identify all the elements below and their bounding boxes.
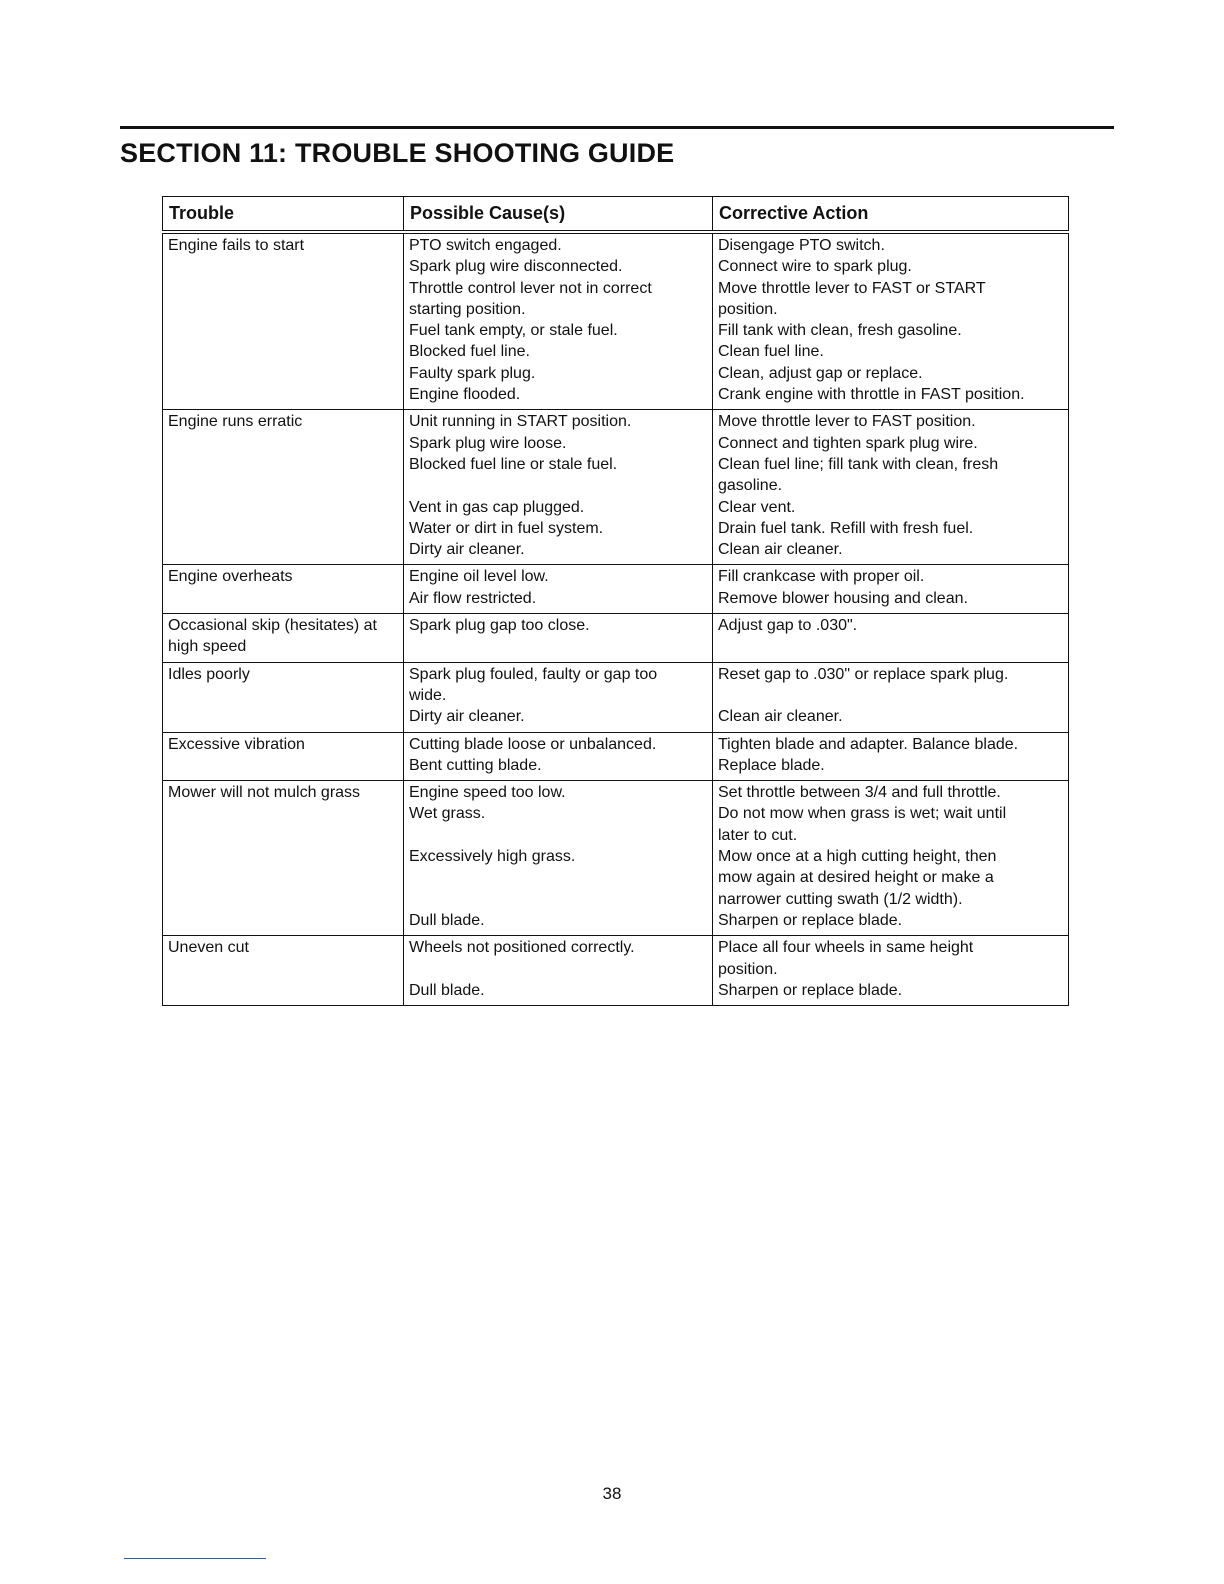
cell-line: Move throttle lever to FAST or START	[718, 279, 986, 297]
cell-line: later to cut.	[718, 826, 798, 844]
table-row	[163, 732, 1069, 781]
table-row	[163, 936, 1069, 1006]
cell-line: Clean air cleaner.	[718, 541, 843, 559]
actions-cell	[713, 936, 1069, 1006]
trouble-cell	[163, 565, 404, 614]
cell-line: Dull blade.	[409, 911, 485, 929]
cell-line: Crank engine with throttle in FAST position.	[718, 386, 1025, 404]
causes-cell	[404, 614, 713, 663]
causes-cell	[404, 781, 713, 936]
cell-line: position.	[718, 960, 778, 978]
cell-line	[409, 825, 712, 846]
cell-line: Excessive vibration	[168, 735, 305, 753]
table-row	[163, 781, 1069, 936]
trouble-cell	[163, 410, 404, 565]
cell-line: Fuel tank empty, or stale fuel.	[409, 322, 618, 340]
page-number: 38	[602, 1484, 622, 1503]
table-row	[163, 662, 1069, 732]
cell-line: Engine runs erratic	[168, 413, 303, 431]
table-row	[163, 565, 1069, 614]
cell-line: Engine overheats	[168, 568, 293, 586]
cell-line: Cutting blade loose or unbalanced.	[409, 735, 657, 753]
section-title: SECTION 11: TROUBLE SHOOTING GUIDE	[120, 138, 675, 168]
cell-line: Spark plug wire disconnected.	[409, 258, 623, 276]
cell-line: Engine fails to start	[168, 237, 305, 254]
cell-line: Replace blade.	[718, 756, 825, 774]
cell-line: Spark plug wire loose.	[409, 434, 567, 452]
cell-line: starting position.	[409, 300, 526, 318]
cell-line: Wheels not positioned correctly.	[409, 939, 635, 957]
cell-line: Mow once at a high cutting height, then	[718, 848, 997, 866]
cell-line: Dull blade.	[409, 981, 485, 999]
causes-cell	[404, 732, 713, 781]
cell-line: Drain fuel tank. Refill with fresh fuel.	[718, 519, 974, 537]
footer-rule	[124, 1558, 266, 1559]
cell-line: mow again at desired height or make a	[718, 869, 994, 887]
cell-line: Move throttle lever to FAST position.	[718, 413, 976, 431]
cell-line: Air flow restricted.	[409, 589, 537, 607]
cell-line: gasoline.	[718, 477, 783, 495]
cell-line: position.	[718, 300, 778, 318]
trouble-shooting-table	[162, 196, 1069, 1006]
cell-line: Blocked fuel line or stale fuel.	[409, 455, 618, 473]
causes-cell	[404, 662, 713, 732]
actions-cell	[713, 662, 1069, 732]
actions-cell	[713, 410, 1069, 565]
cell-line: Mower will not mulch grass	[168, 784, 361, 802]
table-body	[163, 232, 1069, 1006]
cell-line: Dirty air cleaner.	[409, 541, 525, 559]
cell-line: Occasional skip (hesitates) at	[168, 617, 377, 635]
actions-cell	[713, 732, 1069, 781]
cell-line: Spark plug fouled, faulty or gap too	[409, 665, 658, 683]
trouble-cell	[163, 232, 404, 410]
cell-line: Fill tank with clean, fresh gasoline.	[718, 322, 962, 340]
cell-line: narrower cutting swath (1/2 width).	[718, 890, 963, 908]
cell-line: PTO switch engaged.	[409, 237, 562, 254]
cell-line: Excessively high grass.	[409, 848, 576, 866]
actions-cell	[713, 614, 1069, 663]
cell-line: Faulty spark plug.	[409, 364, 536, 382]
cell-line: Set throttle between 3/4 and full throttle.	[718, 784, 1001, 802]
cell-line: Wet grass.	[409, 805, 486, 823]
trouble-cell	[163, 662, 404, 732]
cell-line: Clean fuel line.	[718, 343, 824, 361]
cell-line	[718, 685, 1068, 706]
actions-cell	[713, 232, 1069, 410]
cell-line: Uneven cut	[168, 939, 249, 957]
cell-line: Adjust gap to .030".	[718, 617, 858, 635]
cell-line: Disengage PTO switch.	[718, 237, 885, 254]
cell-line: Sharpen or replace blade.	[718, 911, 903, 929]
cell-line: Fill crankcase with proper oil.	[718, 568, 925, 586]
cell-line: Place all four wheels in same height	[718, 939, 974, 957]
cell-line: Water or dirt in fuel system.	[409, 519, 604, 537]
cell-line: wide.	[409, 686, 447, 704]
cell-line: high speed	[168, 638, 247, 656]
causes-cell	[404, 936, 713, 1006]
trouble-cell	[163, 936, 404, 1006]
trouble-cell	[163, 781, 404, 936]
cell-line: Idles poorly	[168, 665, 250, 683]
header-possible-causes: Possible Cause(s)	[404, 197, 713, 233]
section-top-rule	[120, 126, 1114, 129]
table-header	[163, 197, 1069, 233]
cell-line	[409, 867, 712, 888]
header-trouble: Trouble	[163, 197, 404, 233]
cell-line: Connect and tighten spark plug wire.	[718, 434, 978, 452]
cell-line	[409, 475, 712, 496]
cell-line: Throttle control lever not in correct	[409, 279, 652, 297]
trouble-cell	[163, 614, 404, 663]
cell-line: Do not mow when grass is wet; wait until	[718, 805, 1007, 823]
trouble-cell	[163, 732, 404, 781]
cell-line: Bent cutting blade.	[409, 756, 542, 774]
cell-line: Blocked fuel line.	[409, 343, 530, 361]
table-row	[163, 232, 1069, 410]
cell-line: Connect wire to spark plug.	[718, 258, 912, 276]
actions-cell	[713, 781, 1069, 936]
cell-line: Dirty air cleaner.	[409, 708, 525, 726]
header-corrective-action: Corrective Action	[713, 197, 1069, 233]
cell-line: Unit running in START position.	[409, 413, 632, 431]
causes-cell	[404, 565, 713, 614]
actions-cell	[713, 565, 1069, 614]
causes-cell	[404, 410, 713, 565]
cell-line: Clean, adjust gap or replace.	[718, 364, 923, 382]
cell-line: Engine speed too low.	[409, 784, 566, 802]
cell-line: Sharpen or replace blade.	[718, 981, 903, 999]
header-row	[163, 197, 1069, 233]
cell-line: Remove blower housing and clean.	[718, 589, 968, 607]
cell-line: Clean air cleaner.	[718, 708, 843, 726]
causes-cell	[404, 232, 713, 410]
cell-line	[409, 889, 712, 910]
cell-line: Tighten blade and adapter. Balance blade.	[718, 735, 1019, 753]
cell-line	[409, 959, 712, 980]
cell-line: Engine flooded.	[409, 386, 521, 404]
table-row	[163, 410, 1069, 565]
cell-line: Engine oil level low.	[409, 568, 549, 586]
table-row	[163, 614, 1069, 663]
cell-line: Clear vent.	[718, 498, 796, 516]
cell-line: Reset gap to .030" or replace spark plug.	[718, 665, 1009, 683]
cell-line: Clean fuel line; fill tank with clean, fresh	[718, 455, 999, 473]
cell-line: Spark plug gap too close.	[409, 617, 590, 635]
cell-line: Vent in gas cap plugged.	[409, 498, 585, 516]
